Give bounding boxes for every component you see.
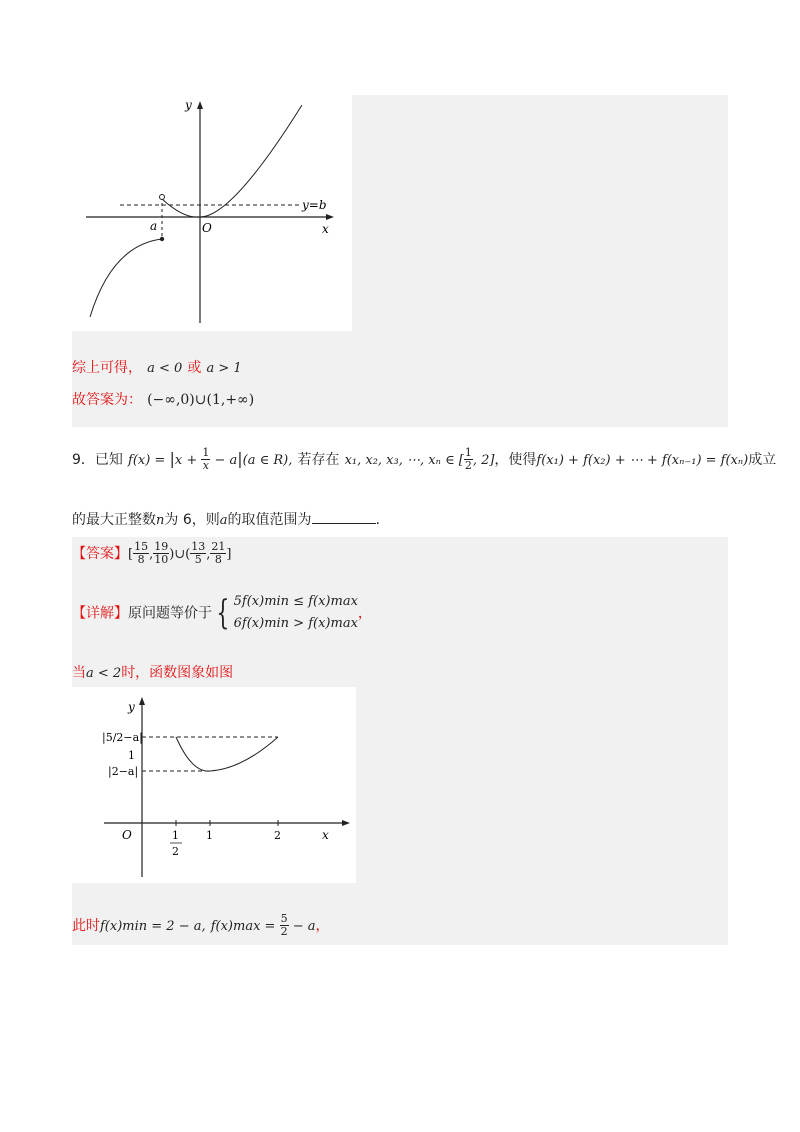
tick-half-num: 1: [172, 829, 179, 842]
tick-one: 1: [206, 829, 213, 842]
closed-point: [160, 237, 164, 241]
case-line: 当a < 2时，函数图象如图: [72, 665, 234, 681]
tick-half-den: 2: [172, 845, 179, 858]
conclusion-line: 综上可得， a < 0 或 a > 1: [72, 360, 242, 376]
question-9-line1: 9．已知 f(x) = |x + $\frac{1}{x}$ − a|(a ∈ R), 若存在 x₁, x₂, x₃, ⋯, xₙ ∈ [ $\frac{1}{2}$ , 2]，使得f(x₁) + f(x₂) + ⋯ + f(xₙ₋₁) = f(xₙ)成立: [72, 446, 777, 472]
question-9-line2: 的最大正整数n为 6，则a的取值范围为 .: [72, 512, 380, 528]
open-point: [160, 195, 165, 200]
origin-label: O: [122, 828, 132, 842]
a-label: a: [150, 219, 158, 233]
x-axis-label: x: [322, 828, 329, 842]
figure-2: [72, 687, 356, 883]
answer-blank: [312, 511, 376, 524]
x-axis-label: x: [322, 222, 329, 236]
label-bottom: |2−a|: [108, 765, 139, 778]
tick-two: 2: [274, 829, 281, 842]
answer-9: 【答案】[ $\frac{15}{8}$ , $\frac{19}{10}$ )∪( $\frac{13}{5}$ , $\frac{21}{8}$ ]: [72, 540, 232, 566]
figure-1: [72, 95, 352, 331]
label-top: |5/2−a|: [102, 731, 143, 744]
detail-line: 【详解】原问题等价于 { 5f(x)min ≤ f(x)max 6f(x)min > f(x)max ，: [72, 593, 372, 633]
label-one: 1: [128, 749, 135, 762]
figure-2-graph: [72, 687, 356, 883]
origin-label: O: [202, 221, 212, 235]
figure-1-graph: [72, 95, 352, 331]
line-label: y=b: [302, 198, 327, 212]
y-axis-label: y: [128, 700, 135, 714]
final-line: 此时f(x)min = 2 − a, f(x)max = $\frac{5}{2}$ − a，: [72, 912, 330, 938]
y-axis-label: y: [185, 98, 192, 112]
answer-line-8: 故答案为： (−∞,0)∪(1,+∞): [72, 392, 255, 408]
